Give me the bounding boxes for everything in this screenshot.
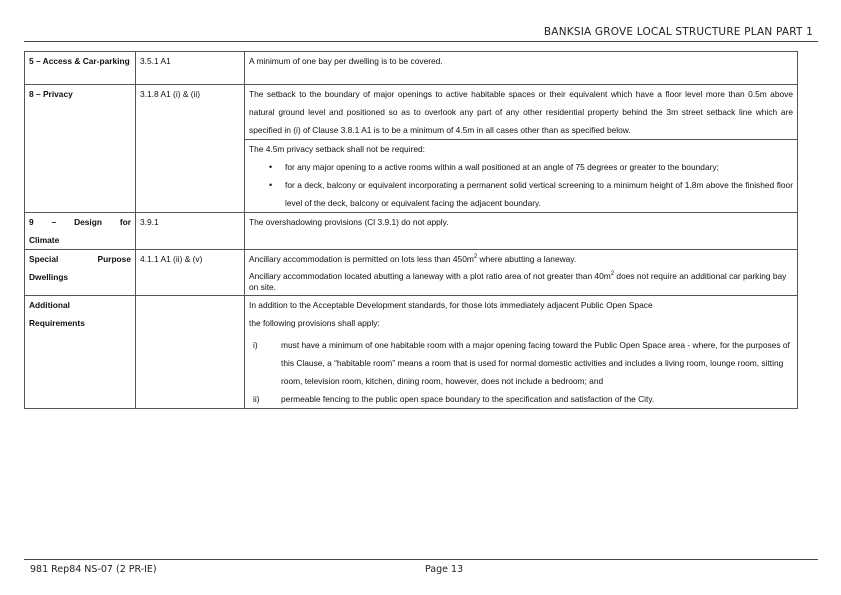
clause-cell: 3.1.8 A1 (i) & (ii) — [136, 85, 245, 213]
element-label: 5 – Access & Car-parking — [29, 56, 130, 66]
list-item: i) must have a minimum of one habitable room with a major opening facing toward the Public Open Space area - where, for the purposes of this Clause, a “habitable room” means a room that is used for normal domestic activities and includes a living room, lounge room, sitting room, television room, kitchen, dining room, however, does not include a bedroom; and — [253, 340, 790, 386]
element-cell — [25, 250, 136, 296]
header-rule — [24, 41, 818, 42]
element-label-cont: Requirements — [29, 318, 85, 328]
provision-intro-cont: the following provisions shall apply: — [249, 318, 380, 328]
page-number: Page 13 — [425, 564, 464, 575]
provision-cell: The overshadowing provisions (Cl 3.9.1) do not apply. — [245, 213, 798, 250]
table-row — [25, 213, 798, 250]
list-item: • for a deck, balcony or equivalent incorporating a permanent solid vertical screening to a minimum height of 1.8m above the finished floor level of the deck, balcony or equivalent facing the adjacent boundary. — [285, 176, 793, 212]
clause-cell: 3.5.1 A1 — [136, 52, 245, 85]
clause-cell: 4.1.1 A1 (ii) & (v) — [136, 250, 245, 296]
provision-intro: In addition to the Acceptable Development standards, for those lots immediately adjacent Public Open Space — [249, 300, 653, 310]
table-row — [25, 85, 798, 140]
table-row — [25, 296, 798, 409]
page-header-title: BANKSIA GROVE LOCAL STRUCTURE PLAN PART 1 — [543, 26, 813, 38]
element-label: Additional — [29, 300, 70, 310]
footer-reference: 981 Rep84 NS-07 (2 PR-IE) — [30, 564, 157, 575]
provision-text: Ancillary accommodation located abutting a laneway with a plot ratio area of not greater than $40m^2$ does not require an additional car parking bay on site. — [249, 271, 787, 292]
element-label-cont: Dwellings — [29, 272, 69, 282]
element-label: 9 – Design for — [29, 217, 132, 227]
element-cell — [25, 213, 136, 250]
element-cell — [25, 296, 136, 409]
provision-intro: The 4.5m privacy setback shall not be required: — [249, 144, 425, 154]
provision-cell — [245, 296, 798, 409]
element-label-cont: Climate — [29, 235, 60, 245]
clause-cell — [136, 296, 245, 409]
footer-rule — [24, 559, 818, 560]
element-cell — [25, 52, 136, 85]
provisions-table — [24, 51, 798, 409]
list-item: ii) permeable fencing to the public open space boundary to the specification and satisfaction of the City. — [253, 394, 655, 404]
provision-cell — [245, 250, 798, 296]
clause-cell: 3.9.1 — [136, 213, 245, 250]
provision-cell: The setback to the boundary of major openings to active habitable spaces or their equivalent which have a floor level more than 0.5m above natural ground level and positioned so as to overlook any part of any other residential property behind the 3m street setback line which are specified in (i) of Clause 3.8.1 A1 is to be a minimum of 4.5m in all cases other than as specified below. — [245, 85, 798, 140]
bullet-list — [249, 158, 793, 212]
provision-cell: A minimum of one bay per dwelling is to be covered. — [245, 52, 798, 85]
table-row — [25, 250, 798, 296]
provision-cell — [245, 140, 798, 213]
table-row — [25, 52, 798, 85]
element-label: Special Purpose — [29, 254, 131, 264]
provision-text: Ancillary accommodation is permitted on lots less than $450m^2$ where abutting a laneway. — [249, 254, 577, 264]
list-item: • for any major opening to a active rooms within a wall positioned at an angle of 75 degrees or greater to the boundary; — [285, 158, 793, 176]
element-cell: 8 – Privacy — [25, 85, 136, 213]
numbered-list — [249, 336, 793, 408]
